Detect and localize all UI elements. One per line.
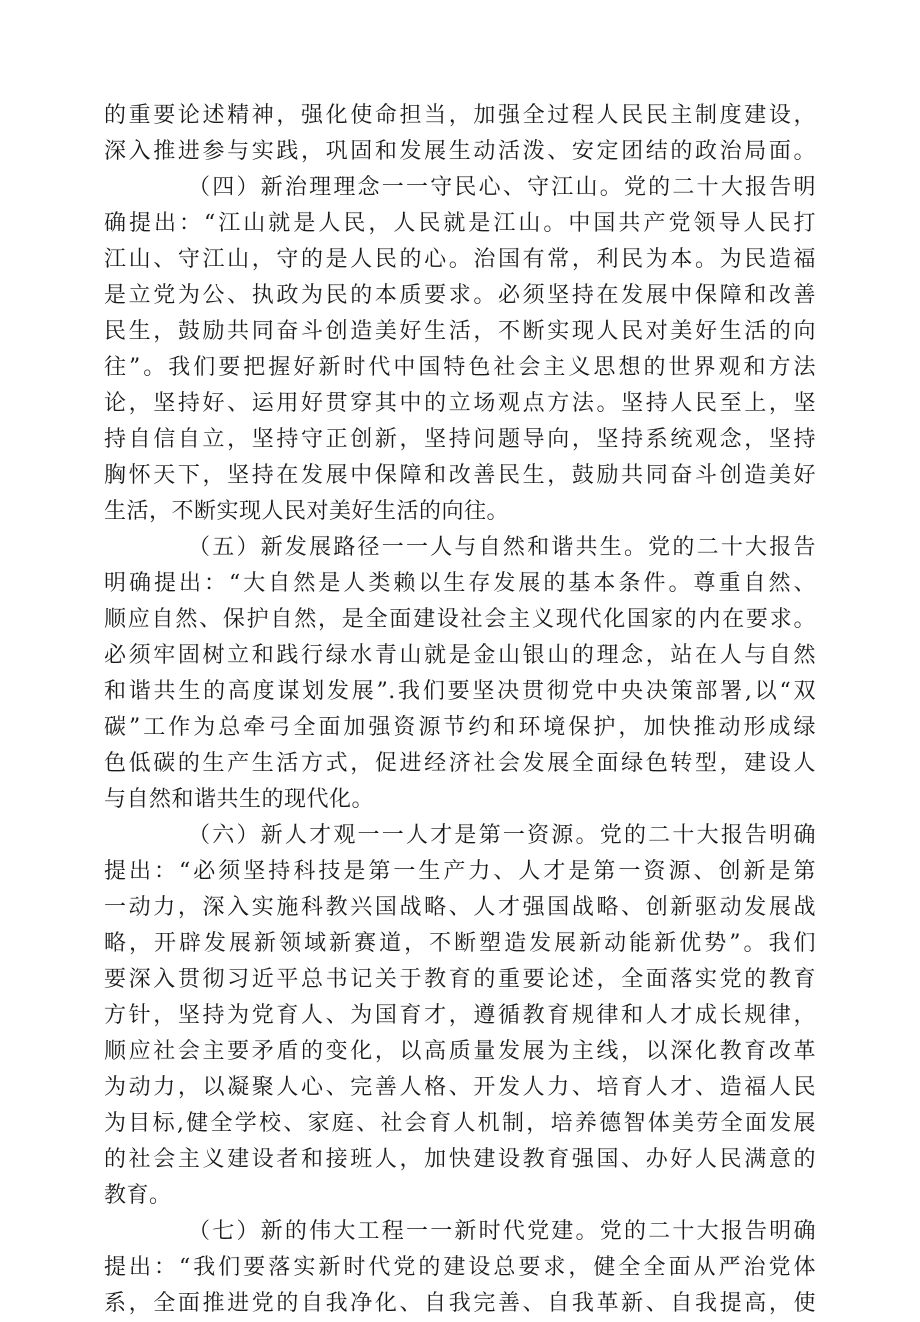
text-line-26: 方针，坚持为党育人、为国育才，遵循教育规律和人才成长规律， [104, 1003, 816, 1028]
text-line-15: 顺应自然、保护自然，是全面建设社会主义现代化国家的内在要求。 [104, 607, 816, 632]
text-line-27: 顺应社会主要矛盾的变化，以高质量发展为主线，以深化教育改革 [104, 1039, 816, 1064]
text-line-14: 明确提出：“大自然是人类赖以生存发展的基本条件。尊重自然、 [104, 571, 816, 596]
text-line-1: 的重要论述精神，强化使命担当，加强全过程人民民主制度建设， [104, 103, 816, 128]
text-line-33: 提出：“我们要落实新时代党的建设总要求，健全全面从严治党体 [104, 1255, 816, 1280]
text-line-29: 为目标,健全学校、家庭、社会育人机制，培养德智体美劳全面发展 [104, 1111, 816, 1136]
text-line-2: 深入推进参与实践，巩固和发展生动活泼、安定团结的政治局面。 [104, 139, 816, 164]
text-line-25: 要深入贯彻习近平总书记关于教育的重要论述，全面落实党的教育 [104, 967, 816, 992]
text-line-5: 江山、守江山，守的是人民的心。治国有常，利民为本。为民造福 [104, 247, 816, 272]
text-line-31: 教育。 [104, 1183, 172, 1208]
text-line-23: 一动力，深入实施科教兴国战略、人才强国战略、创新驱动发展战 [104, 895, 816, 920]
text-line-6: 是立党为公、执政为民的本质要求。必须坚持在发展中保障和改善 [104, 283, 816, 308]
text-line-22: 提出：“必须坚持科技是第一生产力、人才是第一资源、创新是第 [104, 859, 816, 884]
text-line-11: 胸怀天下，坚持在发展中保障和改善民生，鼓励共同奋斗创造美好 [104, 463, 816, 488]
text-line-30: 的社会主义建设者和接班人，加快建设教育强国、办好人民满意的 [104, 1147, 816, 1172]
paragraph-heading-4: （四）新治理理念一一守民心、守江山。党的二十大报告明 [188, 175, 816, 200]
text-line-16: 必须牢固树立和践行绿水青山就是金山银山的理念，站在人与自然 [104, 643, 816, 668]
text-line-19: 色低碳的生产生活方式，促进经济社会发展全面绿色转型，建设人 [104, 751, 816, 776]
text-line-24: 略，开辟发展新领域新赛道，不断塑造发展新动能新优势”。我们 [104, 931, 816, 956]
text-line-8: 往”。我们要把握好新时代中国特色社会主义思想的世界观和方法 [104, 355, 816, 380]
text-line-17: 和谐共生的高度谋划发展”.我们要坚决贯彻党中央决策部署,以“双 [104, 679, 816, 704]
text-line-12: 生活，不断实现人民对美好生活的向往。 [104, 499, 510, 524]
paragraph-heading-6: （六）新人才观一一人才是第一资源。党的二十大报告明确 [188, 823, 816, 848]
text-line-9: 论，坚持好、运用好贯穿其中的立场观点方法。坚持人民至上，坚 [104, 391, 816, 416]
text-line-18: 碳”工作为总牵弓全面加强资源节约和环境保护，加快推动形成绿 [104, 715, 816, 740]
text-line-10: 持自信自立，坚持守正创新，坚持问题导向，坚持系统观念，坚持 [104, 427, 816, 452]
text-line-4: 确提出：“江山就是人民，人民就是江山。中国共产党领导人民打 [104, 211, 816, 236]
text-line-20: 与自然和谐共生的现代化。 [104, 787, 375, 812]
text-line-7: 民生，鼓励共同奋斗创造美好生活，不断实现人民对美好生活的向 [104, 319, 816, 344]
paragraph-heading-7: （七）新的伟大工程一一新时代党建。党的二十大报告明确 [188, 1219, 816, 1244]
text-line-28: 为动力，以凝聚人心、完善人格、开发人力、培育人才、造福人民 [104, 1075, 816, 1100]
paragraph-heading-5: （五）新发展路径一一人与自然和谐共生。党的二十大报告 [188, 535, 816, 560]
text-line-34: 系，全面推进党的自我净化、自我完善、自我革新、自我提高，使 [104, 1291, 816, 1316]
